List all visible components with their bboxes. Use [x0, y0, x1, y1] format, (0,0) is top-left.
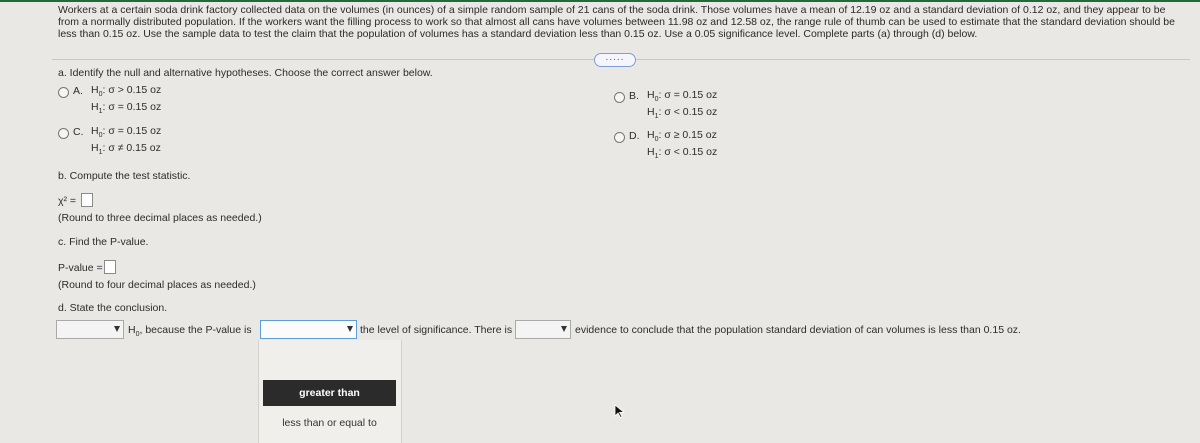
- part-c-prompt: c. Find the P-value.: [58, 236, 149, 248]
- option-b-radio[interactable]: [614, 92, 625, 103]
- top-accent-bar: [0, 0, 1200, 2]
- dropdown-option-less-than-or-equal[interactable]: less than or equal to: [282, 417, 377, 429]
- option-d-h1: $H_1$: σ < 0.15 oz: [647, 146, 718, 161]
- conclusion-text-end: evidence to conclude that the population standard deviation of can volumes is less than 0.15 oz.: [575, 324, 1021, 336]
- option-d-h0: $H_0$: σ ≥ 0.15 oz: [647, 129, 717, 144]
- conclusion-text-middle: the level of significance. There is: [360, 324, 513, 336]
- option-d-radio[interactable]: [614, 132, 625, 143]
- part-b-rounding-note: (Round to three decimal places as needed.): [58, 212, 262, 224]
- option-b-h1: $H_1$: σ < 0.15 oz: [647, 106, 718, 121]
- evidence-select[interactable]: [515, 320, 571, 339]
- chevron-down-icon: [347, 326, 353, 332]
- option-a-h1: $H_1$: σ = 0.15 oz: [91, 101, 162, 116]
- option-c-radio[interactable]: [58, 128, 69, 139]
- option-b-letter: B.: [629, 90, 639, 102]
- problem-statement: Workers at a certain soda drink factory collected data on the volumes (in ounces) of a simple random sample of 21 cans of the soda drink. Those volumes have a mean of 12.19 oz and a standard deviation of 0.12 oz, and they appear to be from a normally distributed population. If the workers want the filling process to work so that almost all cans have volumes between 11.98 oz and 12.58 oz, the range rule of thumb can be used to estimate that the standard deviation should be less than 0.15 oz. Use the sample data to test the claim that the population of volumes has a standard deviation less than 0.15 oz. Use a 0.05 significance level. Complete parts (a) through (d) below.: [58, 4, 1175, 40]
- chevron-down-icon: [114, 326, 120, 332]
- conclusion-h0: $H_0$, because the P-value is: [128, 324, 252, 339]
- p-value-input[interactable]: [104, 260, 116, 274]
- part-b-prompt: b. Compute the test statistic.: [58, 170, 191, 182]
- expand-more-button[interactable]: .....: [594, 53, 636, 67]
- option-c-h1: $H_1$: σ ≠ 0.15 oz: [91, 142, 161, 157]
- part-d-prompt: d. State the conclusion.: [58, 302, 168, 314]
- chevron-down-icon: [561, 326, 567, 332]
- comparison-select[interactable]: [260, 320, 357, 339]
- option-c-letter: C.: [73, 126, 84, 138]
- option-a-h0: $H_0$: σ > 0.15 oz: [91, 84, 162, 99]
- part-c-rounding-note: (Round to four decimal places as needed.): [58, 279, 256, 291]
- chi-square-label: χ² =: [58, 195, 77, 207]
- option-b-h0: $H_0$: σ = 0.15 oz: [647, 89, 718, 104]
- option-a-letter: A.: [73, 85, 83, 97]
- option-a-radio[interactable]: [58, 87, 69, 98]
- test-statistic-input[interactable]: [81, 193, 93, 207]
- dropdown-option-greater-than[interactable]: greater than: [263, 380, 396, 406]
- mouse-pointer-icon: [614, 404, 626, 418]
- part-a-prompt: a. Identify the null and alternative hypotheses. Choose the correct answer below.: [58, 67, 433, 79]
- option-d-letter: D.: [629, 130, 640, 142]
- decision-select[interactable]: [56, 320, 124, 339]
- option-c-h0: $H_0$: σ = 0.15 oz: [91, 125, 162, 140]
- p-value-label: P-value =: [58, 262, 103, 274]
